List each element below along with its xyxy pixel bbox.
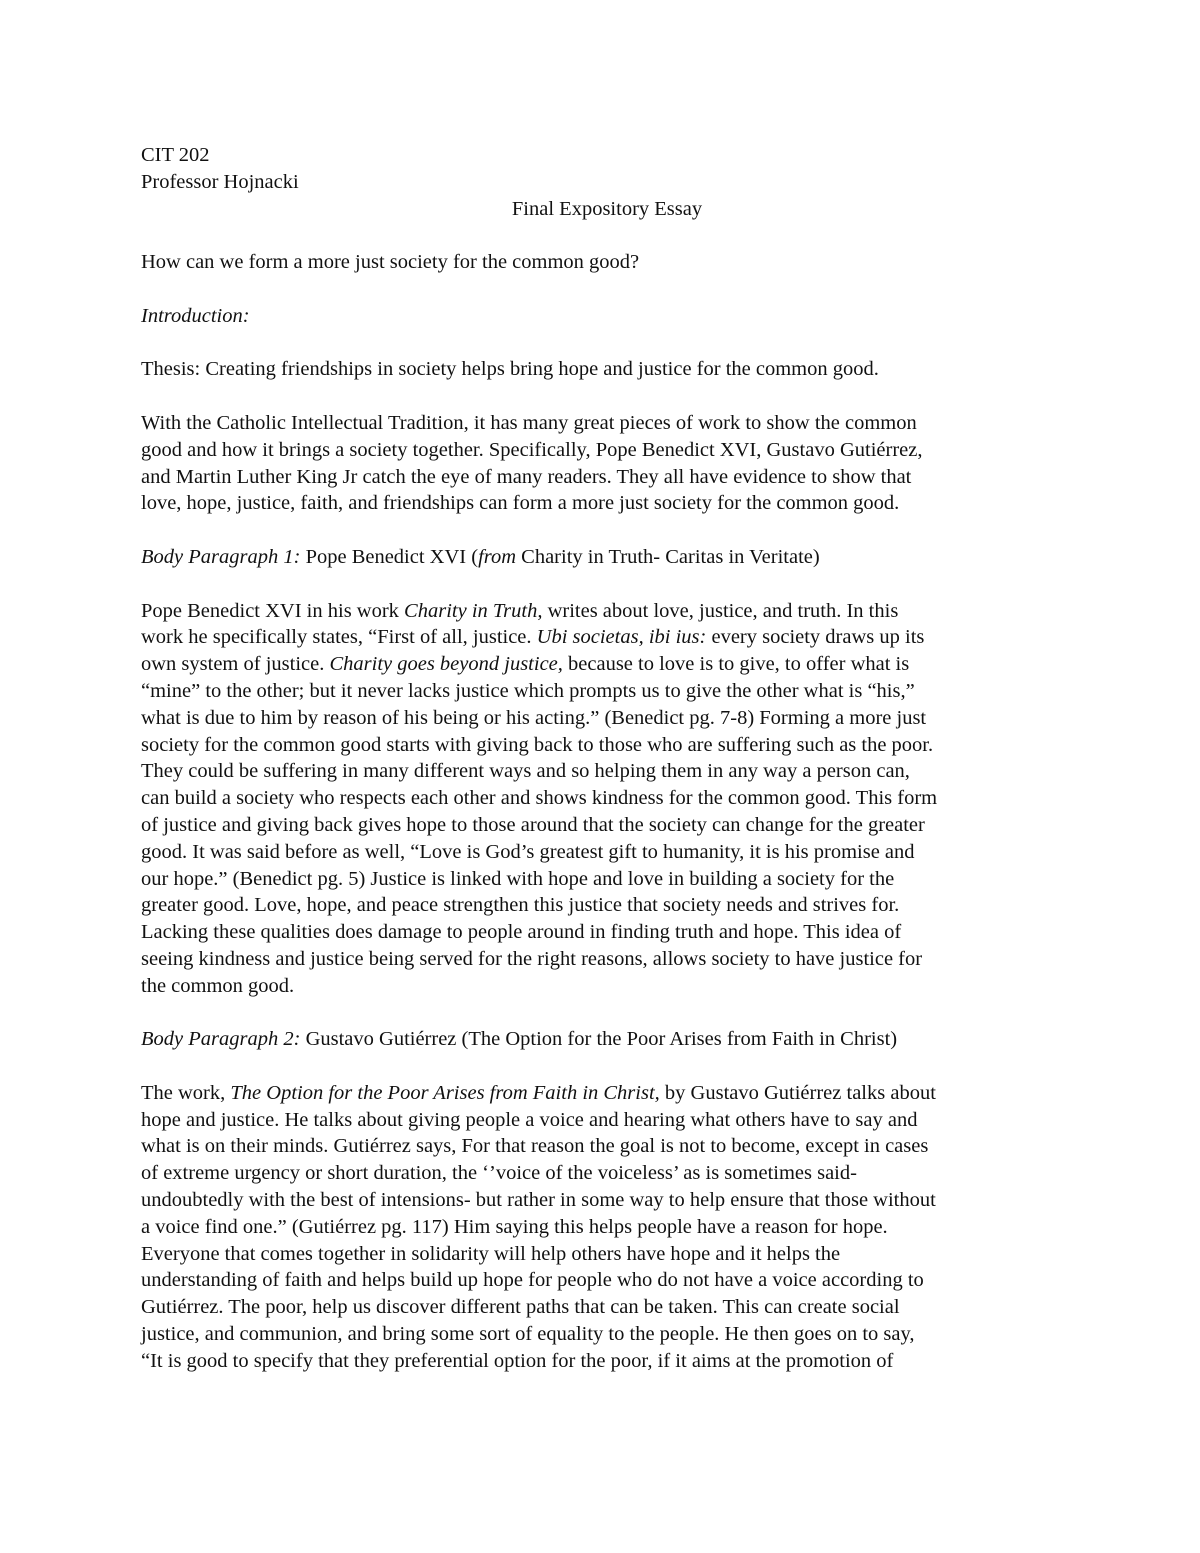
intro-line: good and how it brings a society together. Specifically, Pope Benedict XVI, Gustavo Gutiérrez, (141, 438, 923, 461)
thesis-statement (141, 356, 1071, 383)
body1-line: They could be suffering in many different ways and so helping them in any way a person can, (141, 760, 910, 783)
body1-line: good. It was said before as well, “Love is God’s greatest gift to humanity, it is his promise and (141, 840, 915, 863)
document-body (141, 142, 1071, 1375)
body2-text: The work, (141, 1081, 231, 1104)
body1-line: our hope.” (Benedict pg. 5) Justice is linked with hope and love in building a society for the (141, 867, 895, 890)
body2-paragraph (141, 1080, 1071, 1375)
body1-line: society for the common good starts with giving back to those who are suffering such as the poor. (141, 733, 934, 756)
body2-line: understanding of faith and helps build up hope for people who do not have a voice according to (141, 1269, 924, 1292)
body2-line: what is on their minds. Gutiérrez says, For that reason the goal is not to become, except in cases (141, 1135, 929, 1158)
body2-text: by Gustavo Gutiérrez talks about (659, 1081, 936, 1104)
body1-line: the common good. (141, 974, 295, 997)
body2-line (141, 1080, 1071, 1107)
body2-line: hope and justice. He talks about giving people a voice and hearing what others have to say and (141, 1108, 918, 1131)
body1-heading (141, 544, 1071, 571)
body1-line (141, 598, 1071, 625)
body2-line: of extreme urgency or short duration, the ‘’voice of the voiceless’ as is sometimes said- (141, 1162, 857, 1185)
body1-line: can build a society who respects each other and shows kindness for the common good. This form (141, 787, 938, 810)
body2-line: undoubtedly with the best of intensions- but rather in some way to help ensure that those without (141, 1189, 936, 1212)
essay-question (141, 249, 1071, 276)
essay-title: Final Expository Essay (511, 197, 703, 220)
body1-latin-phrase: Ubi societas, ibi ius: (536, 626, 707, 649)
introduction-label: Introduction: (141, 304, 250, 327)
body1-heading-source: Charity in Truth- Caritas in Veritate) (516, 545, 820, 568)
body1-text: work he specifically states, “First of all, justice. (141, 626, 537, 649)
body1-text: Pope Benedict XVI in his work (141, 599, 405, 622)
body1-work-title: Charity in Truth, (404, 599, 543, 622)
body1-line (141, 651, 1071, 678)
course-name: CIT 202 (141, 144, 210, 166)
body2-line: Gutiérrez. The poor, help us discover different paths that can be taken. This can create social (141, 1296, 900, 1319)
body1-line: of justice and giving back gives hope to those around that the society can change for the greater (141, 813, 925, 836)
body1-heading-from: from (478, 545, 517, 568)
body1-text: writes about love, justice, and truth. In this (542, 599, 899, 622)
body1-text: because to love is to give, to offer what is (562, 653, 910, 676)
body1-heading-line (141, 544, 1071, 571)
body2-heading-text: Gustavo Gutiérrez (The Option for the Poor Arises from Faith in Christ) (300, 1028, 898, 1051)
professor-name: Professor Hojnacki (141, 170, 299, 193)
body2-label: Body Paragraph 2: (141, 1028, 301, 1051)
body1-line: what is due to him by reason of his being or his acting.” (Benedict pg. 7-8) Forming a more just (141, 706, 927, 729)
body1-italic-phrase: Charity goes beyond justice, (329, 653, 563, 676)
question-text: How can we form a more just society for the common good? (141, 251, 640, 274)
thesis-text: Thesis: Creating friendships in society helps bring hope and justice for the common good. (141, 358, 879, 381)
body2-heading-line (141, 1026, 1071, 1053)
body1-line (141, 624, 1071, 651)
intro-paragraph (141, 410, 1071, 517)
introduction-heading (141, 303, 1071, 330)
body2-line: “It is good to specify that they preferential option for the poor, if it aims at the promotion of (141, 1349, 894, 1372)
body1-line: Lacking these qualities does damage to people around in finding truth and hope. This idea of (141, 921, 902, 944)
body2-work-title: The Option for the Poor Arises from Faith in Christ, (230, 1081, 660, 1104)
body1-line: “mine” to the other; but it never lacks justice which prompts us to give the other what is “his,” (141, 679, 915, 702)
body2-line: a voice find one.” (Gutiérrez pg. 117) Him saying this helps people have a reason for hope. (141, 1215, 888, 1238)
body2-line: justice, and communion, and bring some sort of equality to the people. He then goes on to say, (141, 1323, 915, 1346)
intro-line: and Martin Luther King Jr catch the eye of many readers. They all have evidence to show that (141, 465, 912, 488)
body2-line: Everyone that comes together in solidarity will help others have hope and it helps the (141, 1242, 841, 1265)
intro-line: love, hope, justice, faith, and friendships can form a more just society for the common good. (141, 492, 900, 515)
body1-line: seeing kindness and justice being served for the right reasons, allows society to have justice for (141, 947, 923, 970)
body1-paragraph (141, 598, 1071, 1000)
intro-line: With the Catholic Intellectual Tradition, it has many great pieces of work to show the common (141, 411, 917, 434)
body1-text: every society draws up its (706, 626, 925, 649)
body2-heading (141, 1026, 1071, 1053)
body1-heading-text: Pope Benedict XVI ( (300, 545, 479, 568)
body1-label: Body Paragraph 1: (141, 545, 301, 568)
body1-line: greater good. Love, hope, and peace strengthen this justice that society needs and strives for. (141, 894, 900, 917)
body1-text: own system of justice. (141, 653, 330, 676)
